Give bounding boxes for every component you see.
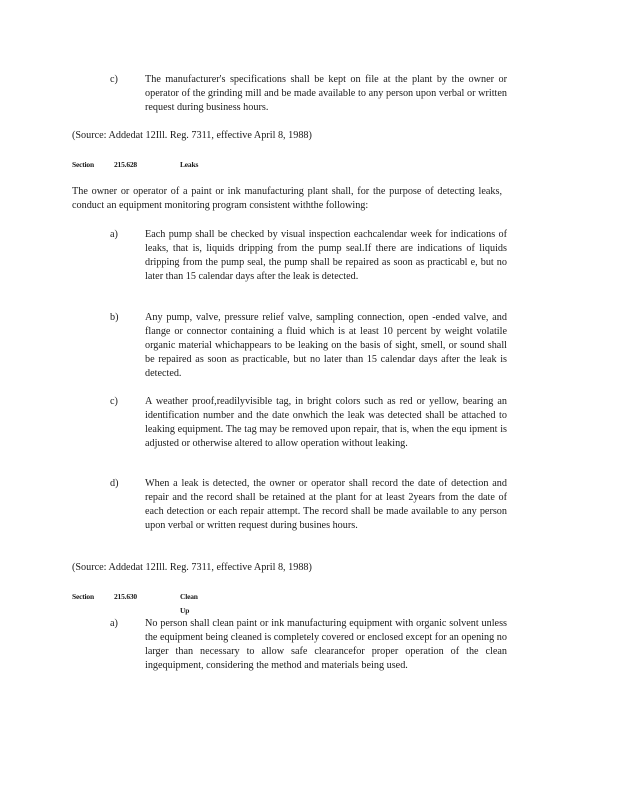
section-label: Section — [72, 160, 94, 169]
item-label: c) — [110, 396, 118, 407]
section-number: 215.628 — [114, 160, 137, 169]
item-label: a) — [110, 229, 118, 240]
item-label: d) — [110, 478, 119, 489]
item-label: c) — [110, 74, 118, 85]
section-number: 215.630 — [114, 592, 137, 601]
item-text: A weather proof,readilyvisible tag, in bright colors such as red or yellow, bearing an identification number and the date onwhich the leak was detected shall be attached to leaking equipment. The tag may be removed upon repair, that is, when the equ ipment is adjusted or otherwise altered to allow operation without leaking. — [145, 396, 507, 449]
source-note: (Source: Addedat 12Ill. Reg. 7311, effective April 8, 1988) — [72, 130, 312, 141]
section-title: Leaks — [180, 160, 199, 169]
intro-paragraph: The owner or operator of a paint or ink manufacturing plant shall, for the purpose of detecting leaks, conduct an equipment monitoring program consistent withthe following: — [72, 186, 502, 211]
source-note: (Source: Addedat 12Ill. Reg. 7311, effective April 8, 1988) — [72, 562, 312, 573]
item-text: The manufacturer's specifications shall be kept on file at the plant by the owner or operator of the grinding mill and be made available to any person upon verbal or written request during business hours. — [145, 74, 507, 113]
item-label: a) — [110, 618, 118, 629]
item-label: b) — [110, 312, 119, 323]
section-label: Section — [72, 592, 94, 601]
section-title: Clean Up — [180, 592, 198, 615]
item-text: No person shall clean paint or ink manufacturing equipment with organic solvent unless the equipment being cleaned is completely covered or enclosed except for an opening no larger than necessary to allow safe clearancefor proper operation of the clean ingequipment, considering the method and materials being used. — [145, 618, 507, 671]
item-text: Any pump, valve, pressure relief valve, sampling connection, open -ended valve, and flange or connector containing a fluid which is at least 10 percent by weight volatile organic material whichappears to be leaking on the basis of sight, smell, or sound shall be repaired as soon as practicable, but no later than 15 calendar days after the leak is detected. — [145, 312, 507, 379]
item-text: Each pump shall be checked by visual inspection eachcalendar week for indications of leaks, that is, liquids dripping from the pump seal.If there are indications of liquids dripping from the pump seal, the pump shall be repaired as soon as practicabl e, but no later than 15 calendar days after the leak is detected. — [145, 229, 507, 282]
item-text: When a leak is detected, the owner or operator shall record the date of detection and repair and the record shall be retained at the plant for at least 2years from the date of each detection or each repair attempt. The record shall be made available to any person upon verbal or written request during busines hours. — [145, 478, 507, 531]
